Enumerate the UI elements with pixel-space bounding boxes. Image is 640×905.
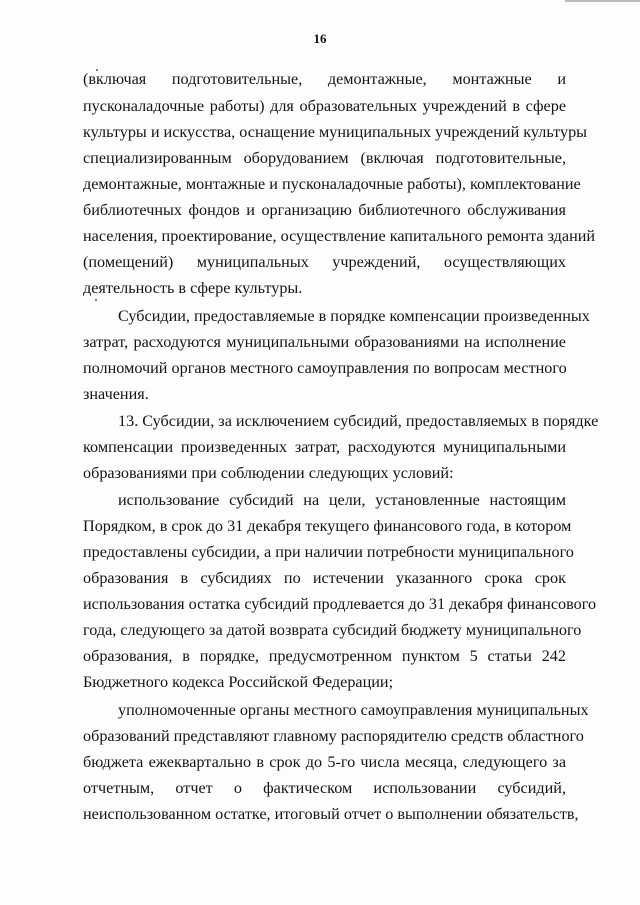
scan-edge-mark (565, 0, 640, 2)
text-line: населения, проектирование, осуществление капитального ремонта зданий (83, 227, 596, 245)
text-line: пусконаладочные работы) для образовательных учреждений в сфере (83, 97, 566, 115)
text-line: бюджета ежеквартально в срок до 5-го числа месяца, следующего за (83, 753, 566, 771)
text-line: значения. (83, 385, 149, 403)
text-line: полномочий органов местного самоуправления по вопросам местного (83, 359, 567, 377)
text-line: демонтажные, монтажные и пусконаладочные работы), комплектование (83, 175, 581, 193)
text-line: (включая подготовительные, демонтажные, монтажные и (83, 70, 566, 88)
text-line: затрат, расходуются муниципальными образованиями на исполнение (83, 333, 566, 351)
text-line: 13. Субсидии, за исключением субсидий, предоставляемых в порядке (118, 412, 599, 430)
text-line: отчетным, отчет о фактическом использовании субсидий, (83, 779, 566, 797)
text-line: уполномоченные органы местного самоуправления муниципальных (118, 701, 589, 719)
text-line: использование субсидий на цели, установленные настоящим (118, 491, 566, 509)
text-line: неиспользованном остатке, итоговый отчет о выполнении обязательств, (83, 805, 579, 823)
text-line: года, следующего за датой возврата субсидий бюджету муниципального (83, 621, 582, 639)
scan-speck (95, 299, 97, 301)
text-line: библиотечных фондов и организацию библиотечного обслуживания (83, 201, 566, 219)
text-line: культуры и искусства, оснащение муниципальных учреждений культуры (83, 123, 588, 141)
text-line: деятельность в сфере культуры. (83, 279, 303, 297)
text-line: (помещений) муниципальных учреждений, осуществляющих (83, 253, 566, 271)
text-line: компенсации произведенных затрат, расходуются муниципальными (83, 438, 566, 456)
text-line: образования, в порядке, предусмотренном пунктом 5 статьи 242 (83, 647, 566, 665)
text-line: образованиями при соблюдении следующих условий: (83, 464, 454, 482)
text-line: Субсидии, предоставляемые в порядке компенсации произведенных (118, 307, 590, 325)
text-line: использования остатка субсидий продлевается до 31 декабря финансового (83, 595, 597, 613)
text-line: образований представляют главному распорядителю средств областного (83, 727, 584, 745)
text-line: предоставлены субсидии, а при наличии потребности муниципального (83, 543, 574, 561)
text-line: специализированным оборудованием (включая подготовительные, (83, 149, 566, 167)
text-line: образования в субсидиях по истечении указанного срока срок (83, 569, 566, 587)
text-line: Бюджетного кодекса Российской Федерации; (83, 673, 394, 691)
page-number: 16 (313, 31, 327, 46)
text-line: Порядком, в срок до 31 декабря текущего финансового года, в котором (83, 517, 572, 535)
